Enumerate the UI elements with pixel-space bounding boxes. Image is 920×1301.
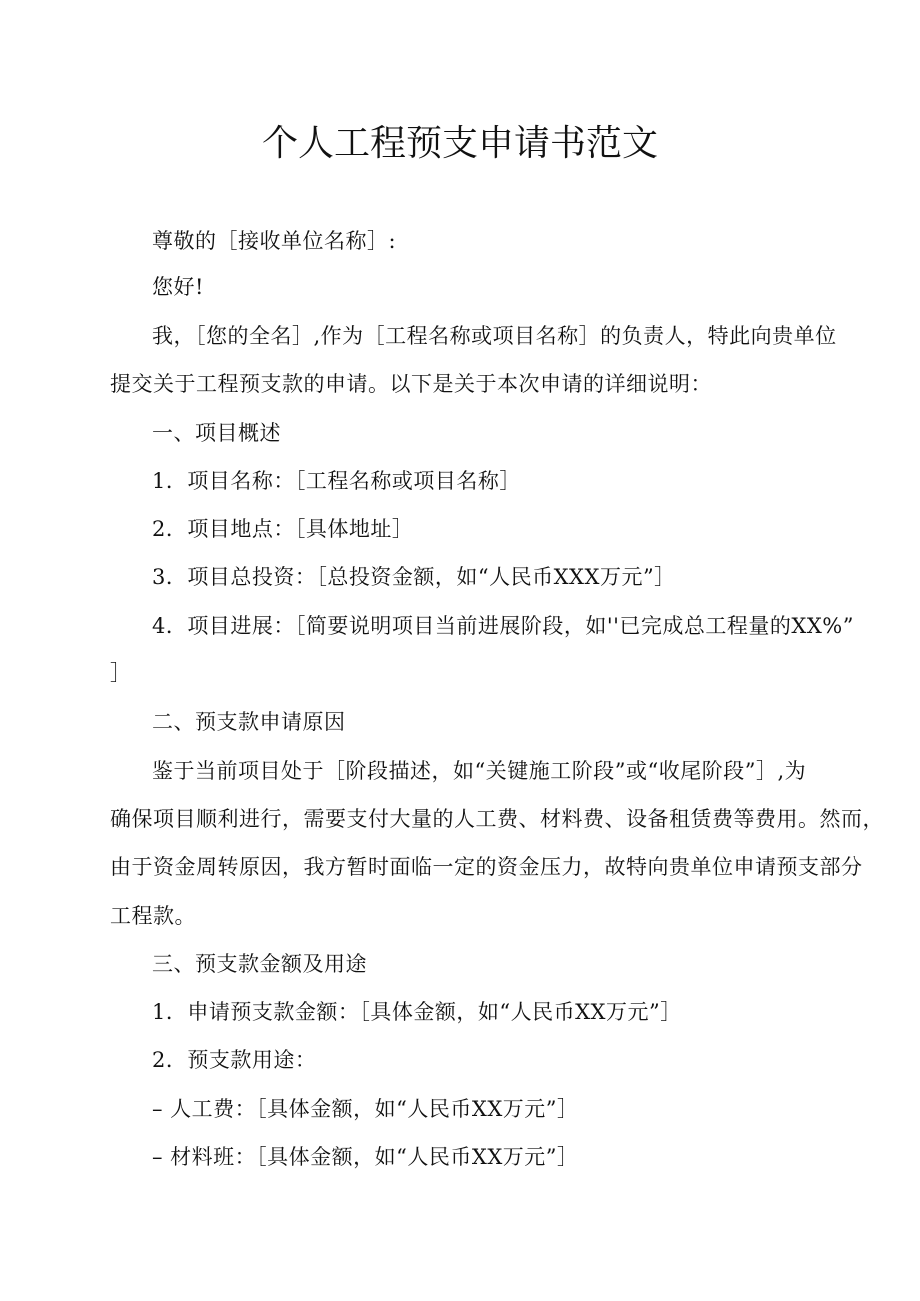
body-paragraph-line: 确保项目顺利进行，需要支付大量的人工费、材料费、设备租赁费等费用。然而， [110, 807, 884, 831]
body-paragraph-line: 鉴于当前项目处于［阶段描述，如“关键施工阶段”或“收尾阶段”］,为 [152, 759, 807, 783]
section-heading: 三、预支款金额及用途 [152, 952, 367, 976]
list-item: 4．项目进展：［简要说明项目当前进展阶段，如''已完成总工程量的XX%” [152, 614, 854, 638]
list-item: 2．项目地点：［具体地址］ [152, 517, 414, 541]
list-item: – 人工费：［具体金额，如“人民币XX万元”］ [152, 1097, 579, 1121]
section-heading: 二、预支款申请原因 [152, 710, 346, 734]
list-item: 2．预支款用途： [152, 1048, 317, 1072]
list-item: 3．项目总投资：［总投资金额，如“人民币XXX万元”］ [152, 565, 676, 589]
list-item-continuation: ］ [110, 661, 132, 685]
body-paragraph-line: 工程款。 [110, 904, 196, 928]
body-paragraph-line: 提交关于工程预支款的申请。以下是关于本次申请的详细说明： [110, 372, 712, 396]
greeting-line: 您好! [152, 275, 204, 299]
section-heading: 一、项目概述 [152, 421, 281, 445]
list-item: – 材料班：［具体金额，如“人民币XX万元”］ [152, 1145, 579, 1169]
list-item: 1．项目名称：［工程名称或项目名称］ [152, 469, 521, 493]
document-title: 个人工程预支申请书范文 [261, 123, 658, 164]
body-paragraph-line: 我，［您的全名］,作为［工程名称或项目名称］的负责人，特此向贵单位 [152, 324, 837, 348]
body-paragraph-line: 由于资金周转原因，我方暂时面临一定的资金压力，故特向贵单位申请预支部分 [110, 855, 863, 879]
list-item: 1．申请预支款金额：［具体金额，如“人民币XX万元”］ [152, 1000, 682, 1024]
salutation-line: 尊敬的［接收单位名称］: [152, 229, 397, 253]
